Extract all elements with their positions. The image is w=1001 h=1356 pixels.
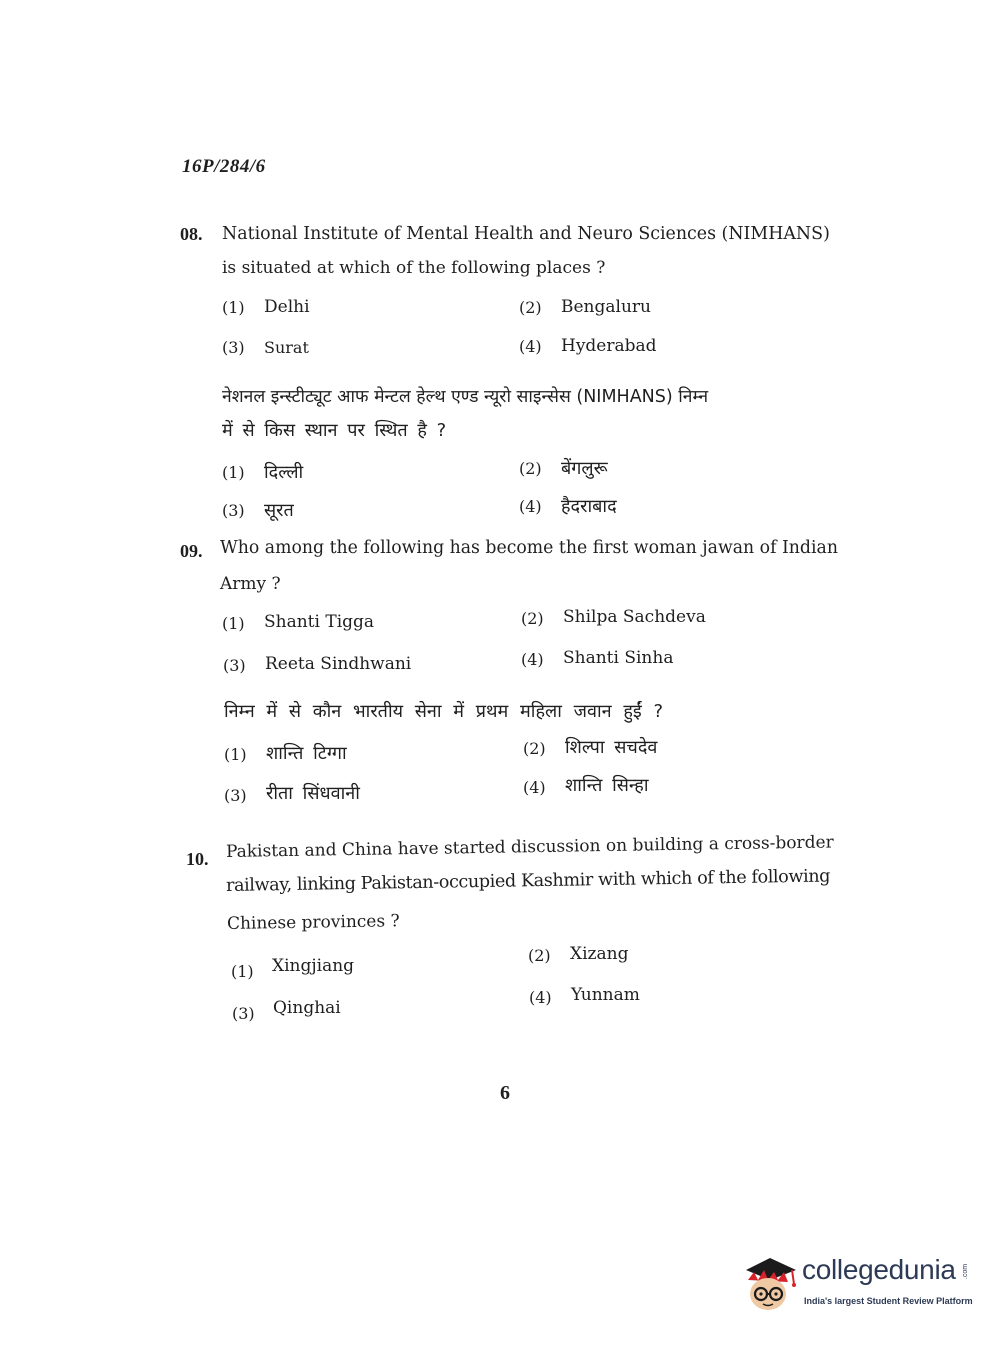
- q08-option-1-number: (1): [222, 298, 245, 317]
- question-08-english-line1: National Institute of Mental Health and Neuro Sciences (NIMHANS): [222, 224, 830, 244]
- page-number: 6: [500, 1082, 510, 1104]
- q09-option-2-number: (2): [521, 609, 544, 628]
- logo-wordmark: collegedunia: [802, 1254, 956, 1285]
- q08-option-3: Surat: [264, 338, 309, 357]
- question-08-english-line2: is situated at which of the following places ?: [222, 258, 606, 278]
- q08-hindi-option-3-number: (3): [222, 501, 245, 520]
- q09-hindi-option-2-number: (2): [523, 739, 546, 758]
- q09-option-4: Shanti Sinha: [563, 648, 674, 668]
- q09-hindi-option-3-number: (3): [224, 786, 247, 805]
- q09-option-4-number: (4): [521, 650, 544, 669]
- collegedunia-logo: [740, 1250, 972, 1322]
- q08-option-4-number: (4): [519, 337, 542, 356]
- q09-hindi-option-1-number: (1): [224, 745, 247, 764]
- question-09-hindi-line1: निम्न में से कौन भारतीय सेना में प्रथम महिला जवान हुईं ?: [224, 701, 664, 722]
- q10-option-2-number: (2): [528, 946, 551, 965]
- mascot-icon: [740, 1250, 800, 1314]
- q08-hindi-option-2: बेंगलुरू: [561, 458, 608, 479]
- q09-hindi-option-4: शान्ति सिन्हा: [565, 775, 649, 796]
- question-10-number: 10.: [186, 849, 209, 869]
- q09-hindi-option-1: शान्ति टिग्गा: [266, 743, 347, 764]
- q09-hindi-option-2: शिल्पा सचदेव: [565, 737, 658, 758]
- q09-option-2: Shilpa Sachdeva: [563, 607, 706, 627]
- q08-option-4: Hyderabad: [561, 336, 657, 356]
- q09-hindi-option-4-number: (4): [523, 778, 546, 797]
- q08-hindi-option-1: दिल्ली: [264, 462, 304, 483]
- q10-option-3: Qinghai: [273, 998, 341, 1018]
- q08-option-1: Delhi: [264, 297, 310, 317]
- question-09-english-line2: Army ?: [220, 574, 281, 594]
- q08-hindi-option-3: सूरत: [264, 500, 294, 521]
- q08-hindi-option-4: हैदराबाद: [561, 496, 617, 517]
- question-08-hindi-line1: नेशनल इन्स्टीट्यूट आफ मेन्टल हेल्थ एण्ड न्यूरो साइन्सेस (NIMHANS) निम्न: [222, 387, 709, 407]
- q08-option-2: Bengaluru: [561, 297, 651, 317]
- question-09-number: 09.: [180, 541, 203, 561]
- q09-option-3-number: (3): [223, 656, 246, 675]
- q09-hindi-option-3: रीता सिंधवानी: [266, 783, 360, 804]
- q10-option-4-number: (4): [529, 988, 552, 1007]
- question-08-hindi-line2: में से किस स्थान पर स्थित है ?: [222, 420, 447, 441]
- logo-suffix: .com: [962, 1263, 970, 1280]
- q10-option-1-number: (1): [231, 962, 254, 981]
- q09-option-3: Reeta Sindhwani: [265, 654, 412, 674]
- question-09-english-line1: Who among the following has become the first woman jawan of Indian: [220, 538, 838, 558]
- q08-option-2-number: (2): [519, 298, 542, 317]
- question-10-english-line2: railway, linking Pakistan-occupied Kashmir with which of the following: [225, 866, 831, 896]
- q10-option-4: Yunnam: [571, 985, 640, 1005]
- question-10-english-line1: Pakistan and China have started discussion on building a cross-border: [225, 832, 834, 862]
- logo-tagline: India's largest Student Review Platform: [804, 1296, 973, 1306]
- q09-option-1: Shanti Tigga: [264, 612, 375, 632]
- q08-hindi-option-1-number: (1): [222, 463, 245, 482]
- q10-option-2: Xizang: [570, 944, 629, 964]
- q08-hindi-option-4-number: (4): [519, 497, 542, 516]
- question-08-number: 08.: [180, 224, 203, 244]
- q10-option-1: Xingjiang: [272, 956, 355, 976]
- q09-option-1-number: (1): [222, 614, 245, 633]
- q10-option-3-number: (3): [232, 1004, 255, 1023]
- paper-code: 16P/284/6: [182, 156, 266, 177]
- q08-hindi-option-2-number: (2): [519, 459, 542, 478]
- q08-option-3-number: (3): [222, 338, 245, 357]
- question-10-english-line3: Chinese provinces ?: [226, 911, 400, 934]
